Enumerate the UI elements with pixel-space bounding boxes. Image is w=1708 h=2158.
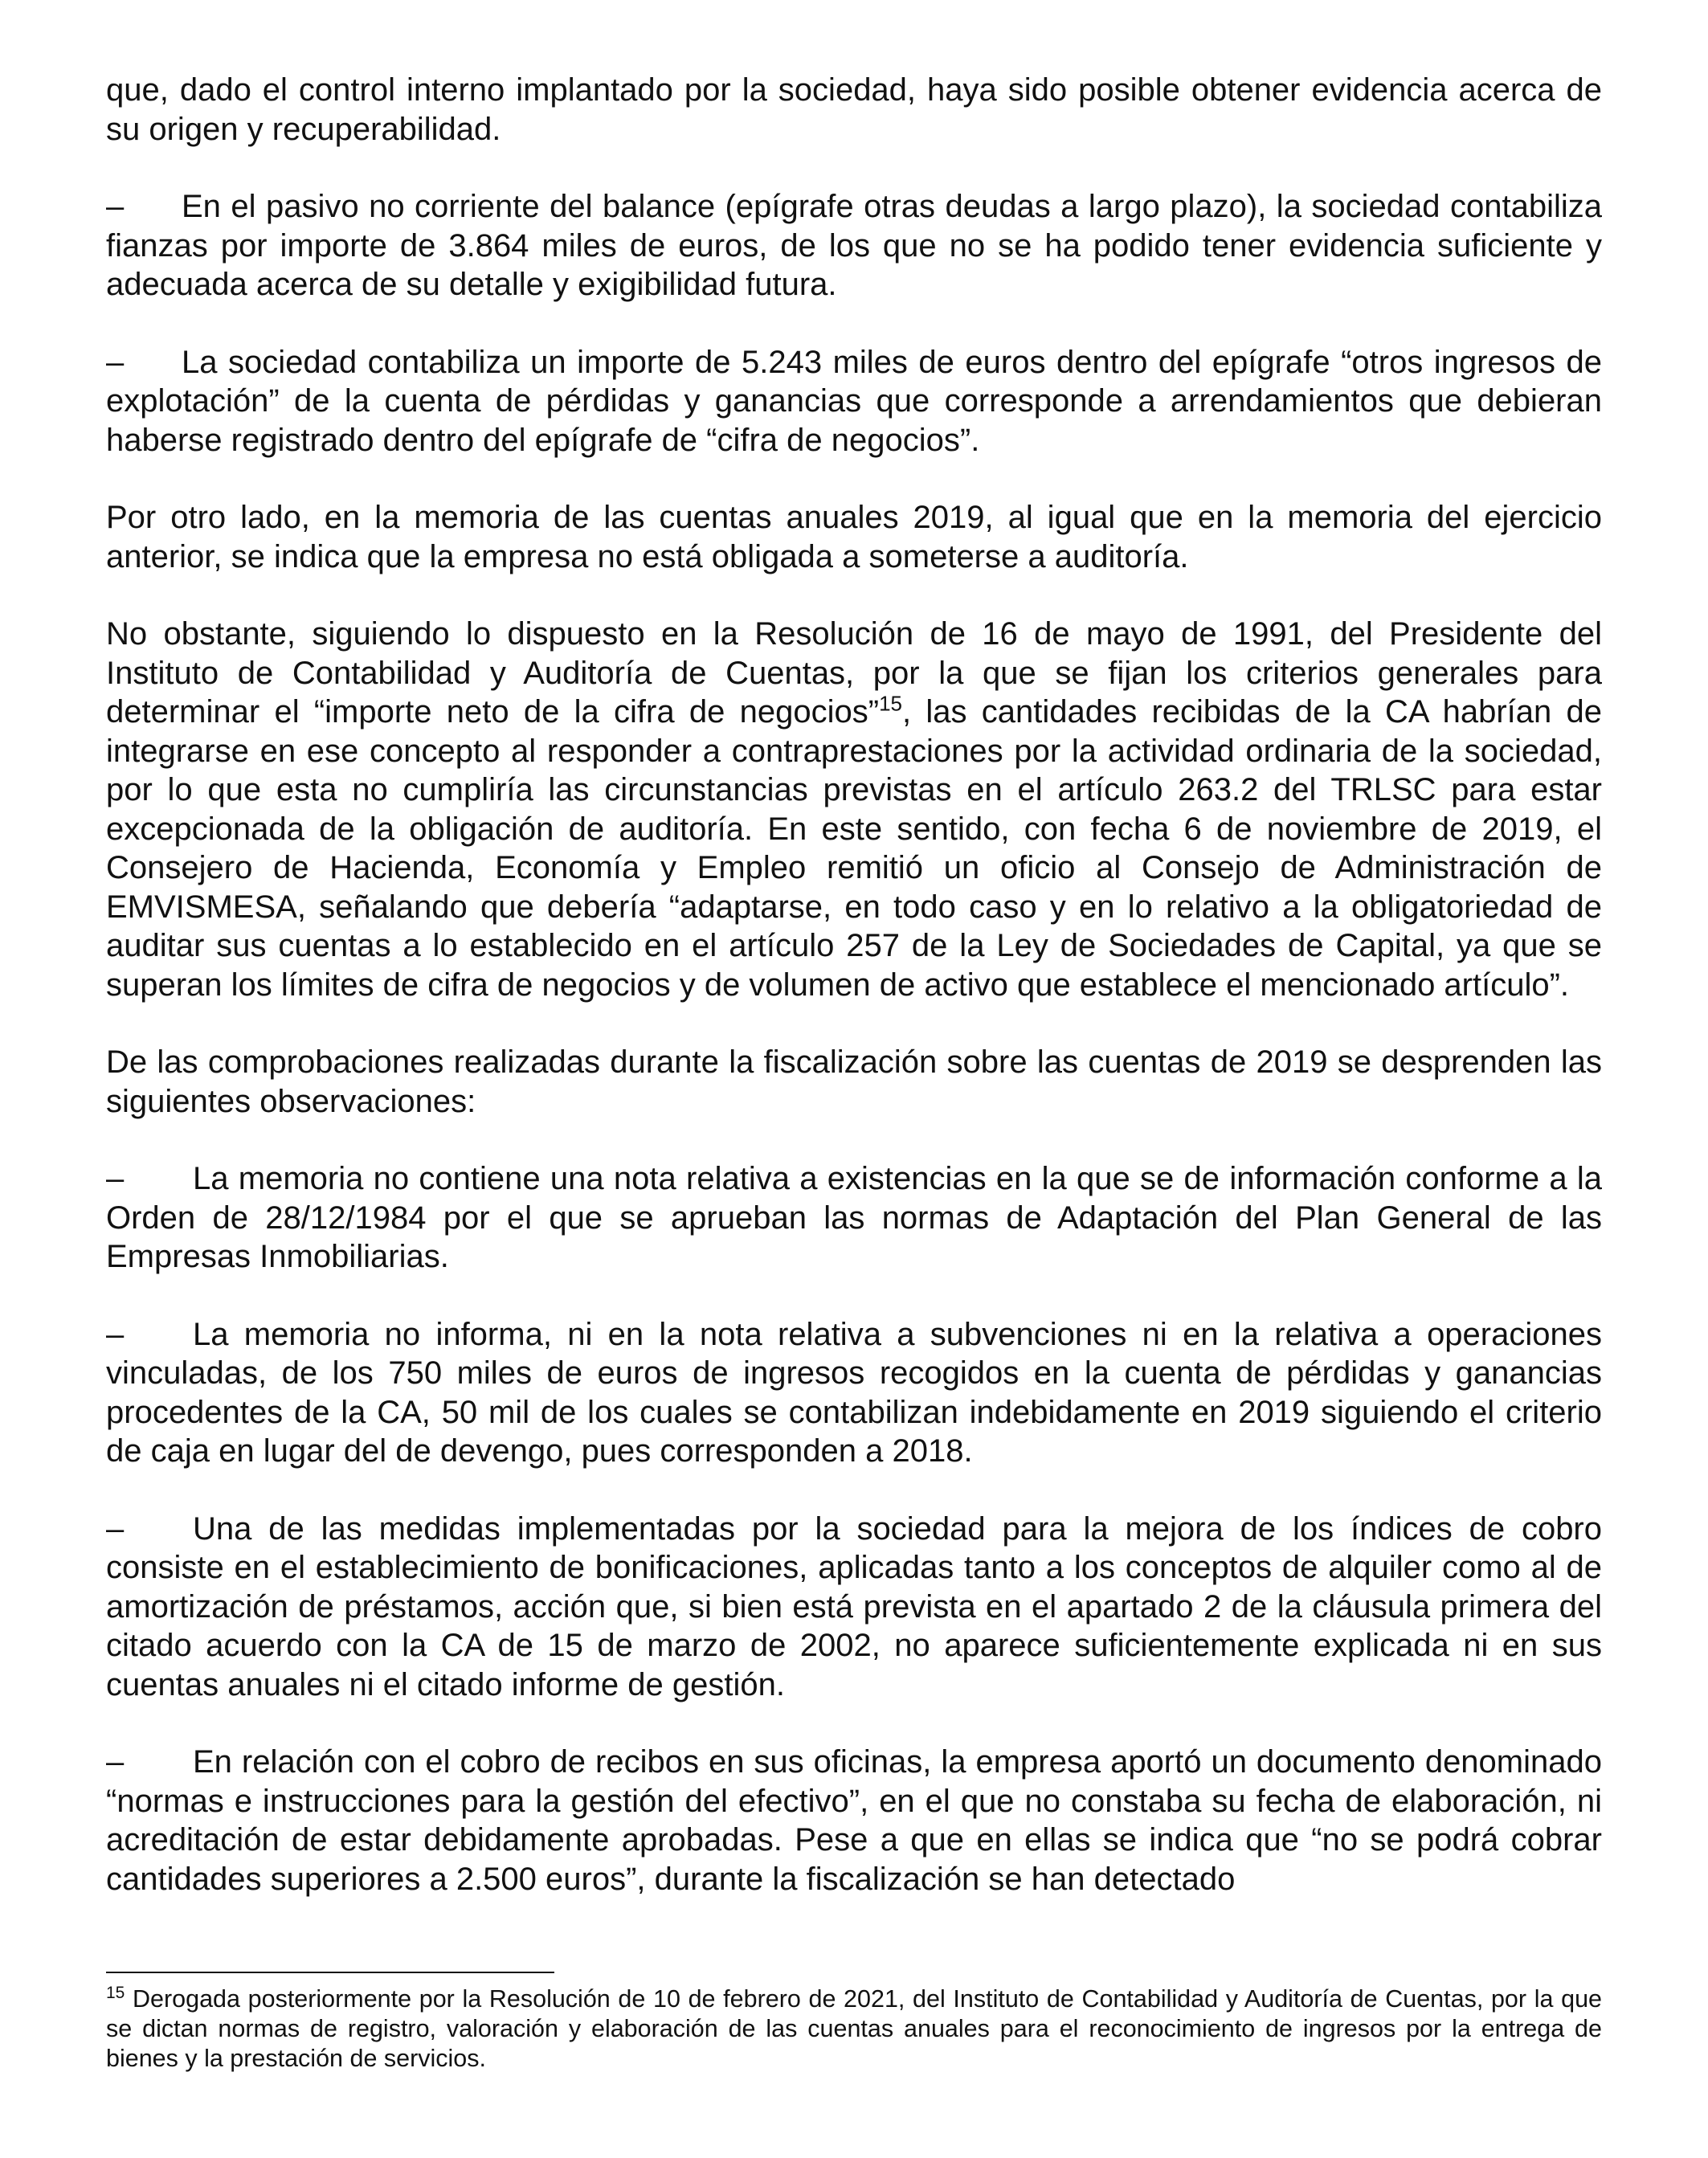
paragraph-continuation: que, dado el control interno implantado por la sociedad, haya sido posible obtener evidencia acerca de su origen y recuperabilidad. xyxy=(106,72,1602,147)
bullet-otros-ingresos: – La sociedad contabiliza un importe de 5.243 miles de euros dentro del epígrafe “otros ingresos de explotación” de la cuenta de pérdidas y ganancias que corresponde a arrendamientos que debieran haberse registrado dentro del epígrafe de “cifra de negocios”. xyxy=(106,344,1602,458)
dash-bullet: – xyxy=(106,344,125,380)
footnote-text: Derogada posteriormente por la Resolución de 10 de febrero de 2021, del Instituto de Contabilidad y Auditoría de Cuentas, por la que se dictan normas de registro, valoración y elaboración de las cuentas anuales para el reconocimiento de ingresos por la entrega de bienes y la prestación de servicios. xyxy=(106,1985,1602,2072)
bullet-fianzas: – En el pasivo no corriente del balance (epígrafe otras deudas a largo plazo), la sociedad contabiliza fianzas por importe de 3.864 miles de euros, de los que no se ha podido tener evidencia suficiente y adecuada acerca de su detalle y exigibilidad futura. xyxy=(106,189,1602,302)
footnote-number: 15 xyxy=(106,1983,125,2002)
dash-bullet: – xyxy=(106,1510,125,1547)
paragraph-no-obstante: No obstante, siguiendo lo dispuesto en la Resolución de 16 de mayo de 1991, del Presidente del Instituto de Contabilidad y Auditoría de Cuentas, por la que se fijan los criterios generales para determinar el “importe neto de la cifra de negocios”$^{15}$, las cantidades recibidas de la CA habrían de integrarse en ese concepto al responder a contraprestaciones por la actividad ordinaria de la sociedad, por lo que esta no cumpliría las circunstancias previstas en el artículo 263.2 del TRLSC para estar excepcionada de la obligación de auditoría. En este sentido, con fecha 6 de noviembre de 2019, el Consejero de Hacienda, Economía y Empleo remitió un oficio al Consejo de Administración de EMVISMESA, señalando que debería “adaptarse, en todo caso y en lo relativo a la obligatoriedad de auditar sus cuentas a lo establecido en el artículo 257 de la Ley de Sociedades de Capital, ya que se superan los límites de cifra de negocios y de volumen de activo que establece el mencionado artículo”. xyxy=(106,616,1602,1003)
document-body xyxy=(106,71,1602,1937)
footnote-15 xyxy=(106,1984,1602,2074)
footnote-reference[interactable]: 15 xyxy=(879,691,902,716)
bullet-cobro-recibos: – En relación con el cobro de recibos en sus oficinas, la empresa aportó un documento denominado “normas e instrucciones para la gestión del efectivo”, en el que no constaba su fecha de elaboración, ni acreditación de estar debidamente aprobadas. Pese a que en ellas se indica que “no se podrá cobrar cantidades superiores a 2.500 euros”, durante la fiscalización se han detectado xyxy=(106,1744,1602,1897)
footnote-separator xyxy=(106,1972,554,1973)
dash-bullet: – xyxy=(106,1161,125,1196)
bullet-bonificaciones: – Una de las medidas implementadas por la sociedad para la mejora de los índices de cobro consiste en el establecimiento de bonificaciones, aplicadas tanto a los conceptos de alquiler como al de amortización de préstamos, acción que, si bien está prevista en el apartado 2 de la cláusula primera del citado acuerdo con la CA de 15 de marzo de 2002, no aparece suficientemente explicada ni en sus cuentas anuales ni el citado informe de gestión. xyxy=(106,1510,1602,1702)
dash-bullet: – xyxy=(106,1316,125,1352)
paragraph-comprobaciones: De las comprobaciones realizadas durante la fiscalización sobre las cuentas de 2019 se desprenden las siguientes observaciones: xyxy=(106,1044,1602,1119)
dash-bullet: – xyxy=(106,189,125,224)
paragraph-memoria-auditoria: Por otro lado, en la memoria de las cuentas anuales 2019, al igual que en la memoria del ejercicio anterior, se indica que la empresa no está obligada a someterse a auditoría. xyxy=(106,500,1602,574)
bullet-existencias: – La memoria no contiene una nota relativa a existencias en la que se de información conforme a la Orden de 28/12/1984 por el que se aprueban las normas de Adaptación del Plan General de las Empresas Inmobiliarias. xyxy=(106,1161,1602,1274)
dash-bullet: – xyxy=(106,1744,125,1780)
bullet-subvenciones: – La memoria no informa, ni en la nota relativa a subvenciones ni en la relativa a operaciones vinculadas, de los 750 miles de euros de ingresos recogidos en la cuenta de pérdidas y ganancias procedentes de la CA, 50 mil de los cuales se contabilizan indebidamente en 2019 siguiendo el criterio de caja en lugar del de devengo, pues corresponden a 2018. xyxy=(106,1316,1602,1469)
